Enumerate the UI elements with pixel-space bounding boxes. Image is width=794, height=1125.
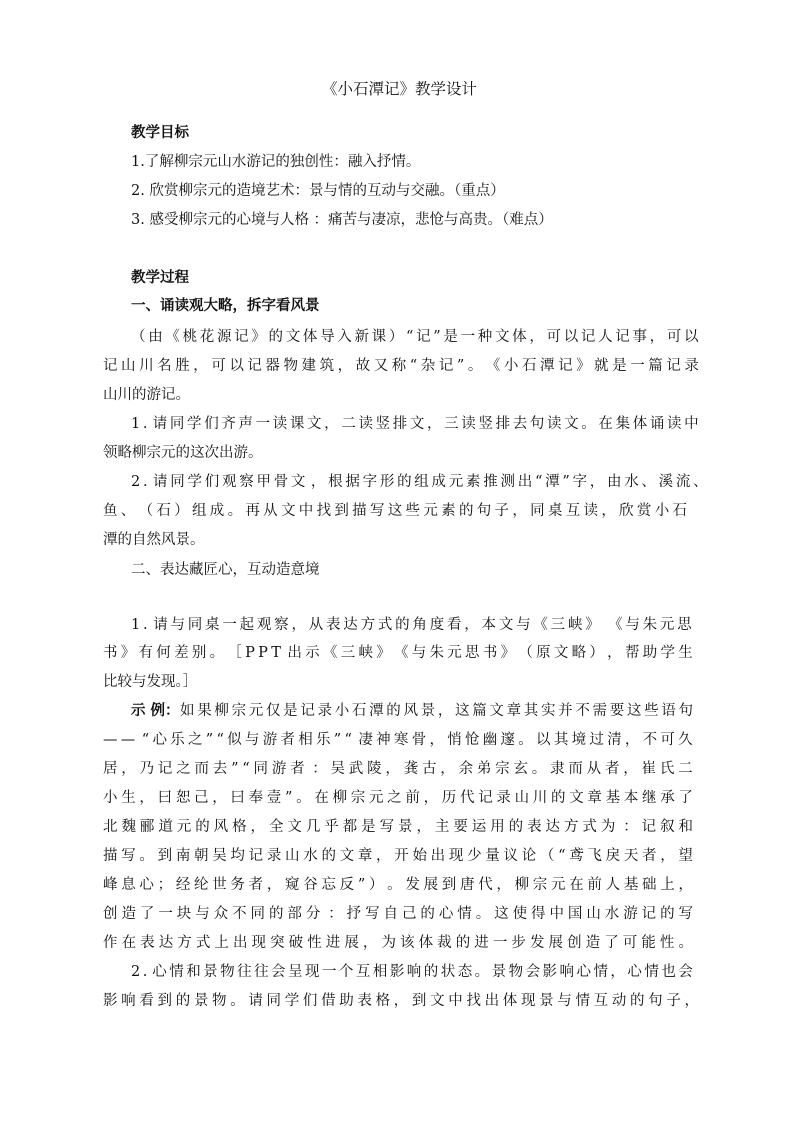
section-2-item-1-line-1: 1 . 请 与 同 桌 一 起 观 察 ， 从 表 达 方 式 的 角 度 看 ， 本 文 与 《 三 峡 》 《 与 朱 元 思 (131, 617, 692, 633)
section-1-intro-line-1: （ 由 《 桃 花 源 记 》 的 文 体 导 入 新 课 ） “ 记 ” 是 一 种 文 体 ， 可 以 记 人 记 事 ， 可 以 (131, 329, 699, 345)
section-1-intro-line-3: 山川的游记。 (103, 387, 190, 403)
section-2-item-1-line-3: 比较与发现。］ (103, 674, 198, 690)
section-1-intro-line-2: 记 山 川 名 胜 ， 可 以 记 器 物 建 筑 ， 故 又 称 “ 杂 记 ” 。 《 小 石 潭 记 》 就 是 一 篇 记 录 (103, 358, 699, 374)
section-2-item-1-line-2: 书 》 有 何 差 别 。 ［ P P T 出 示 《 三 峡 》 《 与 朱 元 思 书 》 （ 原 文 略 ） ， 帮 助 学 生 (103, 645, 693, 661)
process-heading: 教学过程 (131, 269, 189, 286)
example-line-9: 作 在 表 达 方 式 上 出 现 突 破 性 进 展 ， 为 该 体 裁 的 进 一 步 发 展 创 造 了 可 能 性 。 (103, 935, 693, 951)
example-line-8: 创 造 了 一 块 与 众 不 同 的 部 分 ： 抒 写 自 己 的 心 情 。 这 使 得 中 国 山 水 游 记 的 写 (103, 906, 693, 922)
section-1-item-1-line-2: 领略柳宗元的这次出游。 (103, 445, 263, 461)
section-1-heading: 一、诵读观大略，拆字看风景 (131, 297, 320, 314)
objective-item-1: 1.了解柳宗元山水游记的独创性：融入抒情。 (131, 154, 421, 170)
example-line-7: 峰 息 心 ； 经 纶 世 务 者 ， 窥 谷 忘 反 ” ） 。 发 展 到 唐 代 ， 柳 宗 元 在 前 人 基 础 上 ， (103, 877, 693, 893)
document-title: 《小石潭记》教学设计 (322, 80, 478, 98)
section-2-item-2-line-1: 2 . 心 情 和 景 物 往 往 会 呈 现 一 个 互 相 影 响 的 状 态 。 景 物 会 影 响 心 情 ， 心 情 也 会 (131, 964, 693, 980)
section-1-item-2-line-1: 2 . 请 同 学 们 观 察 甲 骨 文 ， 根 据 字 形 的 组 成 元 素 推 测 出 “ 潭 ” 字 ， 由 水 、 溪 流 、 (131, 474, 708, 490)
section-2-heading: 二、表达藏匠心，互动造意境 (131, 562, 320, 578)
section-1-item-1-line-1: 1 . 请 同 学 们 齐 声 一 读 课 文 ， 二 读 竖 排 文 ， 三 读 竖 排 去 句 读 文 。 在 集 体 诵 读 中 (131, 416, 699, 432)
section-1-item-2-line-3: 潭的自然风景。 (103, 532, 205, 548)
example-line-5: 北 魏 郦 道 元 的 风 格 ， 全 文 几 乎 都 是 写 景 ， 主 要 运 用 的 表 达 方 式 为 ： 记 叙 和 (103, 819, 693, 835)
objective-item-3: 3. 感受柳宗元的心境与人格 ：痛苦与凄凉，悲怆与高贵。（难点） (131, 212, 553, 228)
example-line-1: 如 果 柳 宗 元 仅 是 记 录 小 石 潭 的 风 景 ， 这 篇 文 章 其 实 并 不 需 要 这 些 语 句 (180, 703, 693, 719)
example-line-3: 居 ， 乃 记 之 而 去 ” “ 同 游 者 ： 吴 武 陵 ， 龚 古 ， 余 弟 宗 玄 。 隶 而 从 者 ， 崔 氏 二 (103, 761, 693, 777)
section-1-item-2-line-2: 鱼 、 （ 石 ） 组 成 。 再 从 文 中 找 到 描 写 这 些 元 素 的 句 子 ， 同 桌 互 读 ， 欣 赏 小 石 (103, 503, 687, 519)
example-line-6: 描 写 。 到 南 朝 吴 均 记 录 山 水 的 文 章 ， 开 始 出 现 少 量 议 论 （ “ 鸢 飞 戾 天 者 ， 望 (103, 848, 693, 864)
example-line-4: 小 生 ， 曰 恕 己 ， 曰 奉 壹 ” 。 在 柳 宗 元 之 前 ， 历 代 记 录 山 川 的 文 章 基 本 继 承 了 (103, 790, 693, 806)
objective-item-2: 2. 欣赏柳宗元的造境艺术：景与情的互动与交融。（重点） (131, 183, 505, 199)
section-2-item-2-line-2: 影 响 看 到 的 景 物 。 请 同 学 们 借 助 表 格 ， 到 文 中 找 出 体 现 景 与 情 互 动 的 句 子 ， (103, 993, 699, 1009)
objectives-heading: 教学目标 (131, 124, 189, 141)
example-label: 示 例： (131, 702, 180, 719)
example-line-2: — — “ 心 乐 之 ” “ 似 与 游 者 相 乐 ” “ 凄 神 寒 骨 ， 悄 怆 幽 邃 。 以 其 境 过 清 ， 不 可 久 (103, 732, 693, 748)
